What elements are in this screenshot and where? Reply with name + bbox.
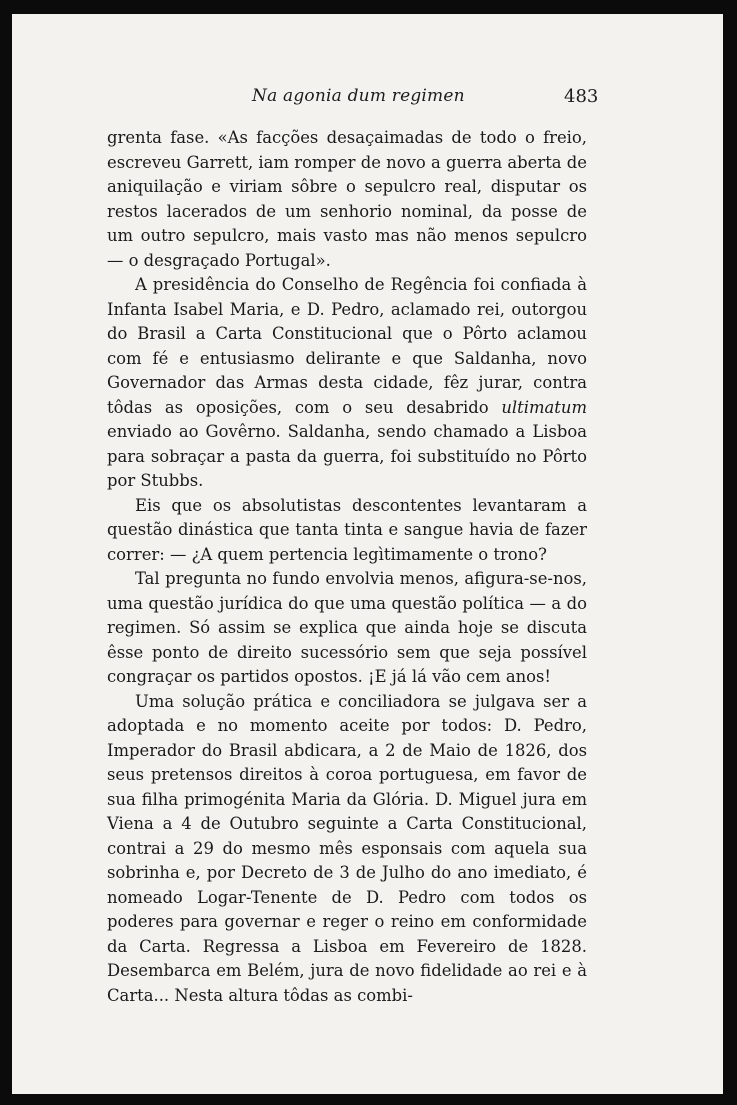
book-page bbox=[12, 14, 723, 1094]
body-text bbox=[107, 126, 587, 1008]
paragraph-4: Tal pregunta no fundo envolvia menos, afigura-se-nos, uma questão jurídica do que uma questão política — a do regimen. Só assim se explica que ainda hoje se discuta êsse ponto de direito sucessório sem que seja possível congraçar os partidos opostos. ¡E já lá vão cem anos! bbox=[107, 569, 587, 686]
running-title: Na agonia dum regimen bbox=[252, 86, 465, 106]
page-number: 483 bbox=[564, 86, 599, 107]
paragraph-1: grenta fase. «As facções desaçaimadas de todo o freio, escreveu Garrett, iam romper de novo a guerra aberta de aniquilação e viriam sôbre o sepulcro real, disputar os restos lacerados de um senhorio nominal, da posse de um outro sepulcro, mais vasto mas não menos sepulcro — o desgraçado Portugal». bbox=[107, 128, 587, 270]
paragraph-3: Eis que os absolutistas descontentes levantaram a questão dinástica que tanta tinta e sangue havia de fazer correr: — ¿A quem pertencia legìtimamente o trono? bbox=[107, 495, 587, 564]
page-header bbox=[12, 86, 723, 116]
italic-term: ultimatum bbox=[501, 397, 587, 417]
paragraph-5: Uma solução prática e conciliadora se julgava ser a adoptada e no momento aceite por todos: D. Pedro, Imperador do Brasil abdicara, a 2 de Maio de 1826, dos seus pretensos direitos à coroa portuguesa, em favor de sua filha primogénita Maria da Glória. D. Miguel jura em Viena a 4 de Outubro seguinte a Carta Constitucional, contrai a 29 do mesmo mês esponsais com aquela sua sobrinha e, por Decreto de 3 de Julho do ano imediato, é nomeado Logar-Tenente de D. Pedro com todos os poderes para governar e reger o reino em conformidade da Carta. Regressa a Lisboa em Fevereiro de 1828. Desembarca em Belém, jura de novo fidelidade ao rei e à Carta... Nesta altura tôdas as combi- bbox=[107, 691, 587, 1005]
paragraph-2: A presidência do Conselho de Regência foi confiada à Infanta Isabel Maria, e D. Pedro, aclamado rei, outorgou do Brasil a Carta Constitucional que o Pôrto aclamou com fé e entusiasmo delirante e que Saldanha, novo Governador das Armas desta cidade, fêz jurar, contra tôdas as oposições, com o seu desabrido ultimatum enviado ao Govêrno. Saldanha, sendo chamado a Lisboa para sobraçar a pasta da guerra, foi substituído no Pôrto por Stubbs. bbox=[107, 275, 587, 490]
